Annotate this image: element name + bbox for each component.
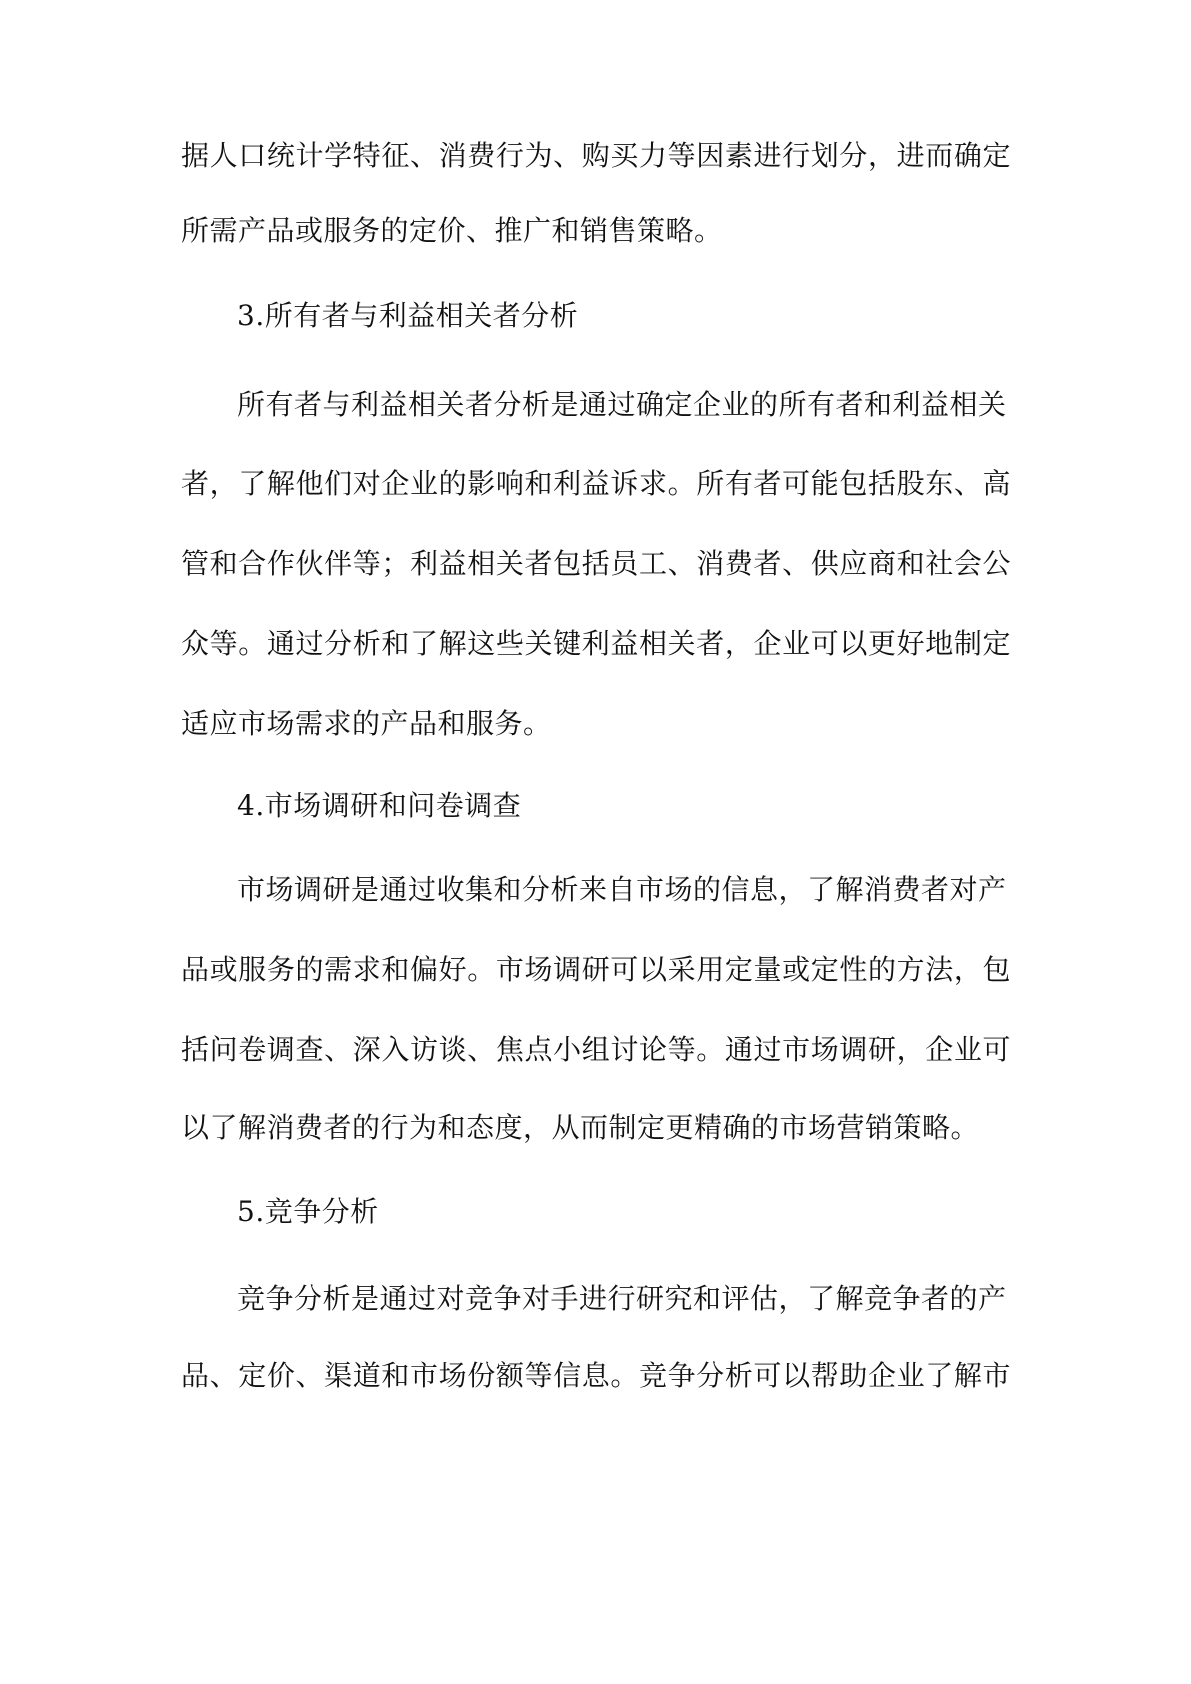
body-text-line: 众等。通过分析和了解这些关键利益相关者，企业可以更好地制定 — [181, 627, 1011, 660]
body-text-line: 竞争分析是通过对竞争对手进行研究和评估，了解竞争者的产 — [237, 1282, 1007, 1315]
section-heading: 4.市场调研和问卷调查 — [237, 789, 522, 822]
body-text-line: 适应市场需求的产品和服务。 — [181, 707, 552, 740]
body-text-line: 品、定价、渠道和市场份额等信息。竞争分析可以帮助企业了解市 — [181, 1359, 1011, 1392]
section-heading: 3.所有者与利益相关者分析 — [237, 299, 579, 332]
body-text-line: 市场调研是通过收集和分析来自市场的信息，了解消费者对产 — [237, 873, 1007, 906]
section-heading: 5.竞争分析 — [237, 1195, 379, 1228]
body-text-line: 所需产品或服务的定价、推广和销售策略。 — [181, 214, 723, 247]
body-text-line: 品或服务的需求和偏好。市场调研可以采用定量或定性的方法，包 — [181, 953, 1011, 986]
body-text-line: 据人口统计学特征、消费行为、购买力等因素进行划分，进而确定 — [181, 139, 1011, 172]
body-text-line: 管和合作伙伴等；利益相关者包括员工、消费者、供应商和社会公 — [181, 547, 1011, 580]
body-text-line: 括问卷调查、深入访谈、焦点小组讨论等。通过市场调研，企业可 — [181, 1033, 1011, 1066]
body-text-line: 以了解消费者的行为和态度，从而制定更精确的市场营销策略。 — [181, 1111, 980, 1144]
body-text-line: 者，了解他们对企业的影响和利益诉求。所有者可能包括股东、高 — [181, 467, 1011, 500]
body-text-line: 所有者与利益相关者分析是通过确定企业的所有者和利益相关 — [237, 388, 1007, 421]
